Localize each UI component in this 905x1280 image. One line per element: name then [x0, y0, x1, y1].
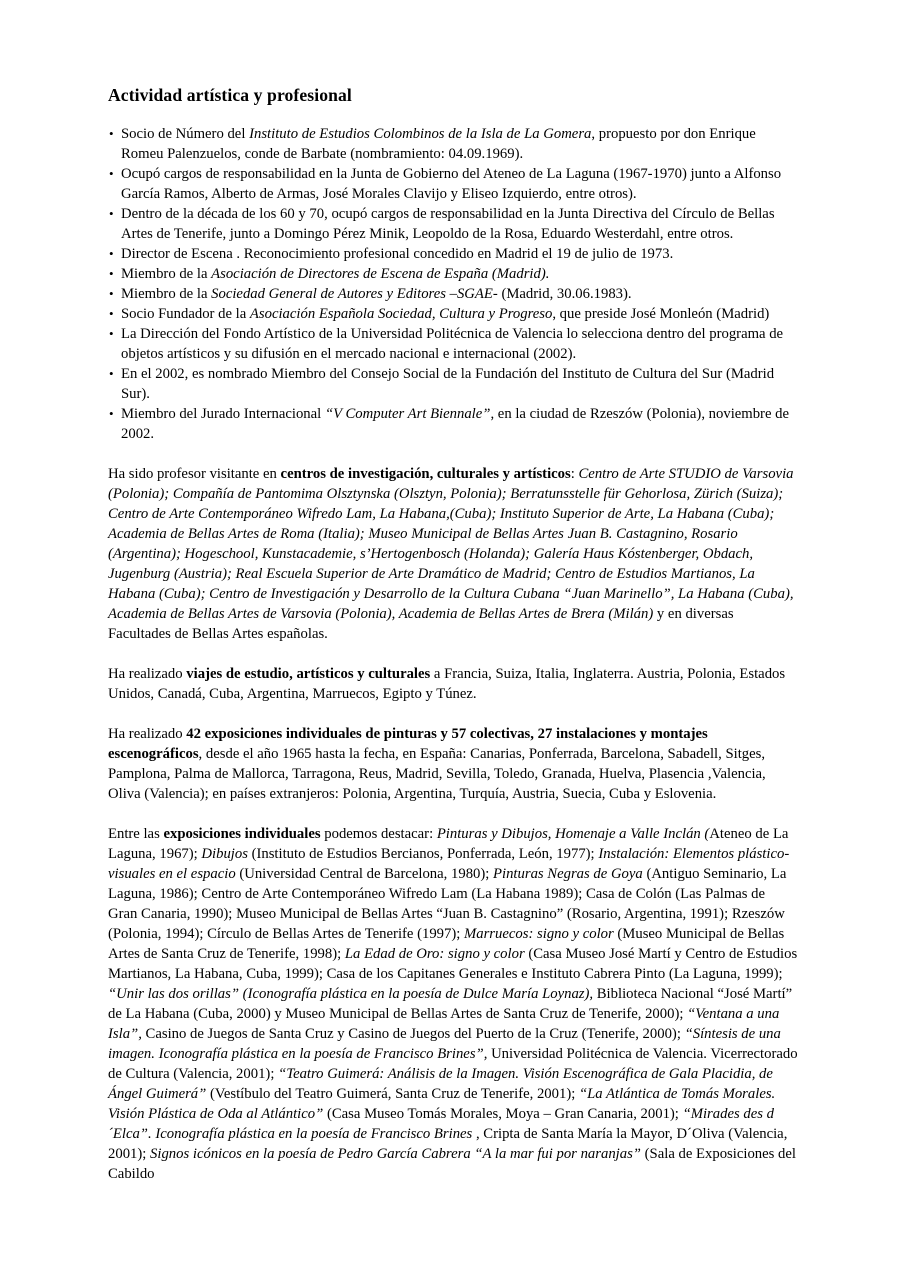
text-segment: , Cripta de Santa María la Mayor, D´Oliva (Valencia, 2001); [108, 1126, 788, 1162]
italic-segment: Pinturas Negras de Goya [493, 866, 643, 882]
text-segment: Director de Escena . Reconocimiento profesional concedido en Madrid el 19 de julio de 1973. [121, 246, 674, 262]
italic-segment: “Síntesis de una imagen. Iconografía plástica en la poesía de Francisco Brines”, [108, 1026, 781, 1062]
text-segment: Casino de Juegos de Santa Cruz y Casino de Juegos del Puerto de la Cruz (Tenerife, 2000); [141, 1026, 685, 1042]
italic-segment: Centro de Arte STUDIO de Varsovia (Polonia); Compañía de Pantomima Olsztynska (Olsztyn, Polonia); Berratunsstelle für Gehorlosa, Zürich (Suiza); Centro de Arte Contemporáneo Wifredo Lam, La Habana,(Cuba); Instituto Superior de Arte, La Habana (Cuba); Academia de Bellas Artes de Roma (Italia); Museo Municipal de Bellas Artes Juan B. Castagnino, Rosario (Argentina); Hogeschool, Kunstacademie, s’Hertogenbosch (Holanda); Galería Haus Kóstenberger, Obdach, Jugenburg (Austria); Real Escuela Superior de Arte Dramático de Madrid; Centro de Estudios Martianos, La Habana (Cuba); Centro de Investigación y Desarrollo de la Cultura Cubana “Juan Marinello”, La Habana (Cuba), Academia de Bellas Artes de Varsovia (Polonia), Academia de Bellas Artes de Brera (Milán) [108, 466, 794, 622]
italic-segment: “Mirades des d´Elca”. Iconografía plástica en la poesía de Francisco Brines [108, 1106, 774, 1142]
text-segment: (Casa Museo Tomás Morales, Moya – Gran Canaria, 2001); [323, 1106, 683, 1122]
text-segment: Miembro de la [121, 266, 212, 282]
text-segment: Ateneo de La Laguna, 1967); [108, 826, 789, 862]
italic-segment: La Edad de Oro: signo y color [344, 946, 525, 962]
text-segment: Ha sido profesor visitante en [108, 466, 281, 482]
paragraph [108, 724, 798, 804]
text-segment: (Museo Municipal de Bellas Artes de Santa Cruz de Tenerife, 1998); [108, 926, 785, 962]
text-segment: Socio de Número del [121, 126, 250, 142]
text-segment: Socio Fundador de la [121, 306, 250, 322]
text-segment: (Vestíbulo del Teatro Guimerá, Santa Cruz de Tenerife, 2001); [206, 1086, 579, 1102]
bullet-item [108, 264, 798, 284]
text-segment: Miembro de la [121, 286, 212, 302]
bold-segment: exposiciones individuales [163, 826, 321, 842]
paragraph-section [108, 464, 798, 1184]
italic-segment: Signos icónicos en la poesía de Pedro García Cabrera “A la mar fui por naranjas” [150, 1146, 641, 1162]
italic-segment: Dibujos [201, 846, 248, 862]
bold-segment: 42 exposiciones individuales de pinturas y 57 colectivas, 27 instalaciones y montajes escenográficos [108, 726, 708, 762]
text-segment: Biblioteca Nacional “José Martí” de La Habana (Cuba, 2000) y Museo Municipal de Bellas Artes de Santa Cruz de Tenerife, 2000); [108, 986, 793, 1022]
italic-segment: “Ventana a una Isla”, [108, 1006, 780, 1042]
text-segment: (Universidad Central de Barcelona, 1980); [235, 866, 494, 882]
page-title: Actividad artística y profesional [108, 85, 352, 105]
text-segment: y en diversas Facultades de Bellas Artes españolas. [108, 606, 734, 642]
italic-segment: Instalación: Elementos plástico-visuales en el espacio [108, 846, 790, 882]
italic-segment: “La Atlántica de Tomás Morales. Visión Plástica de Oda al Atlántico” [108, 1086, 776, 1122]
text-segment: Universidad Politécnica de Valencia. Vicerrectorado de Cultura (Valencia, 2001); [108, 1046, 798, 1082]
bold-segment: viajes de estudio, artísticos y culturales [186, 666, 431, 682]
text-segment: (Instituto de Estudios Bercianos, Ponferrada, León, 1977); [247, 846, 599, 862]
text-segment: En el 2002, es nombrado Miembro del Consejo Social de la Fundación del Instituto de Cultura del Sur (Madrid Sur). [121, 366, 775, 402]
italic-segment: Sociedad General de Autores y Editores –SGAE- [211, 286, 498, 302]
italic-segment: Asociación de Directores de Escena de España (Madrid). [211, 266, 550, 282]
bullet-item [108, 244, 798, 264]
text-segment: , desde el año 1965 hasta la fecha, en España: Canarias, Ponferrada, Barcelona, Sabadell, Sitges, Pamplona, Palma de Mallorca, Tarragona, Reus, Madrid, Sevilla, Toledo, Granada, Huelva, Plasencia ,Valencia, Oliva (Valencia); en países extranjeros: Polonia, Argentina, Turquía, Austria, Suecia, Cuba y Eslovenia. [108, 746, 766, 802]
text-segment: , propuesto por don Enrique Romeu Palenzuelos, conde de Barbate (nombramiento: 04.09.1969). [121, 126, 756, 162]
text-segment: , en la ciudad de Rzeszów (Polonia), noviembre de 2002. [121, 406, 790, 442]
text-segment: (Casa Museo José Martí y Centro de Estudios Martianos, La Habana, Cuba, 1999); Casa de los Capitanes Generales e Instituto Cabrera Pinto (La Laguna, 1999); [108, 946, 798, 982]
text-segment: : [570, 466, 579, 482]
italic-segment: Instituto de Estudios Colombinos de la Isla de La Gomera [249, 126, 592, 142]
text-segment: La Dirección del Fondo Artístico de la Universidad Politécnica de Valencia lo selecciona dentro del programa de objetos artísticos y su difusión en el mercado nacional e internacional (2002). [121, 326, 784, 362]
document-body [108, 124, 798, 1184]
text-segment: (Madrid, 30.06.1983). [497, 286, 632, 302]
bullet-item [108, 404, 798, 444]
italic-segment: “Unir las dos orillas” (Iconografía plástica en la poesía de Dulce María Loynaz), [108, 986, 594, 1002]
bold-segment: centros de investigación, culturales y artísticos [280, 466, 571, 482]
text-segment: Ocupó cargos de responsabilidad en la Junta de Gobierno del Ateneo de La Laguna (1967-1970) junto a Alfonso García Ramos, Alberto de Armas, José Morales Clavijo y Eliseo Izquierdo, entre otros). [121, 166, 782, 202]
bullet-item [108, 304, 798, 324]
text-segment: (Antiguo Seminario, La Laguna, 1986); Centro de Arte Contemporáneo Wifredo Lam (La Habana 1989); Casa de Colón (Las Palmas de Gran Canaria, 1990); Museo Municipal de Bellas Artes “Juan B. Castagnino” (Rosario, Argentina, 1991); Rzeszów (Polonia, 1994); Círculo de Bellas Artes de Tenerife (1997); [108, 866, 787, 942]
italic-segment: Pinturas y Dibujos, Homenaje a Valle Inclán ( [436, 826, 710, 842]
bullet-item [108, 364, 798, 404]
text-segment: Dentro de la década de los 60 y 70, ocupó cargos de responsabilidad en la Junta Directiva del Círculo de Bellas Artes de Tenerife, junto a Domingo Pérez Minik, Leopoldo de la Rosa, Eduardo Westerdahl, entre otros. [121, 206, 775, 242]
paragraph [108, 664, 798, 704]
text-segment: , que preside José Monleón (Madrid) [552, 306, 770, 322]
italic-segment: “V Computer Art Biennale” [324, 406, 491, 422]
text-segment: (Sala de Exposiciones del Cabildo [108, 1146, 796, 1182]
text-segment: Entre las [108, 826, 164, 842]
text-segment: podemos destacar: [320, 826, 437, 842]
bullet-item [108, 284, 798, 304]
bullet-item [108, 124, 798, 164]
bullet-item [108, 204, 798, 244]
text-segment: a Francia, Suiza, Italia, Inglaterra. Austria, Polonia, Estados Unidos, Canadá, Cuba, Argentina, Marruecos, Egipto y Túnez. [108, 666, 786, 702]
paragraph [108, 464, 798, 644]
paragraph [108, 824, 798, 1184]
bullet-item [108, 164, 798, 204]
text-segment: Ha realizado [108, 726, 187, 742]
italic-segment: Marruecos: signo y color [464, 926, 614, 942]
text-segment: Miembro del Jurado Internacional [121, 406, 325, 422]
italic-segment: Asociación Española Sociedad, Cultura y Progreso [249, 306, 553, 322]
italic-segment: “Teatro Guimerá: Análisis de la Imagen. Visión Escenográfica de Gala Placidia, de Ángel Guimerá” [108, 1066, 773, 1102]
bullet-item [108, 324, 798, 364]
text-segment: Ha realizado [108, 666, 187, 682]
bullet-list [108, 124, 798, 444]
